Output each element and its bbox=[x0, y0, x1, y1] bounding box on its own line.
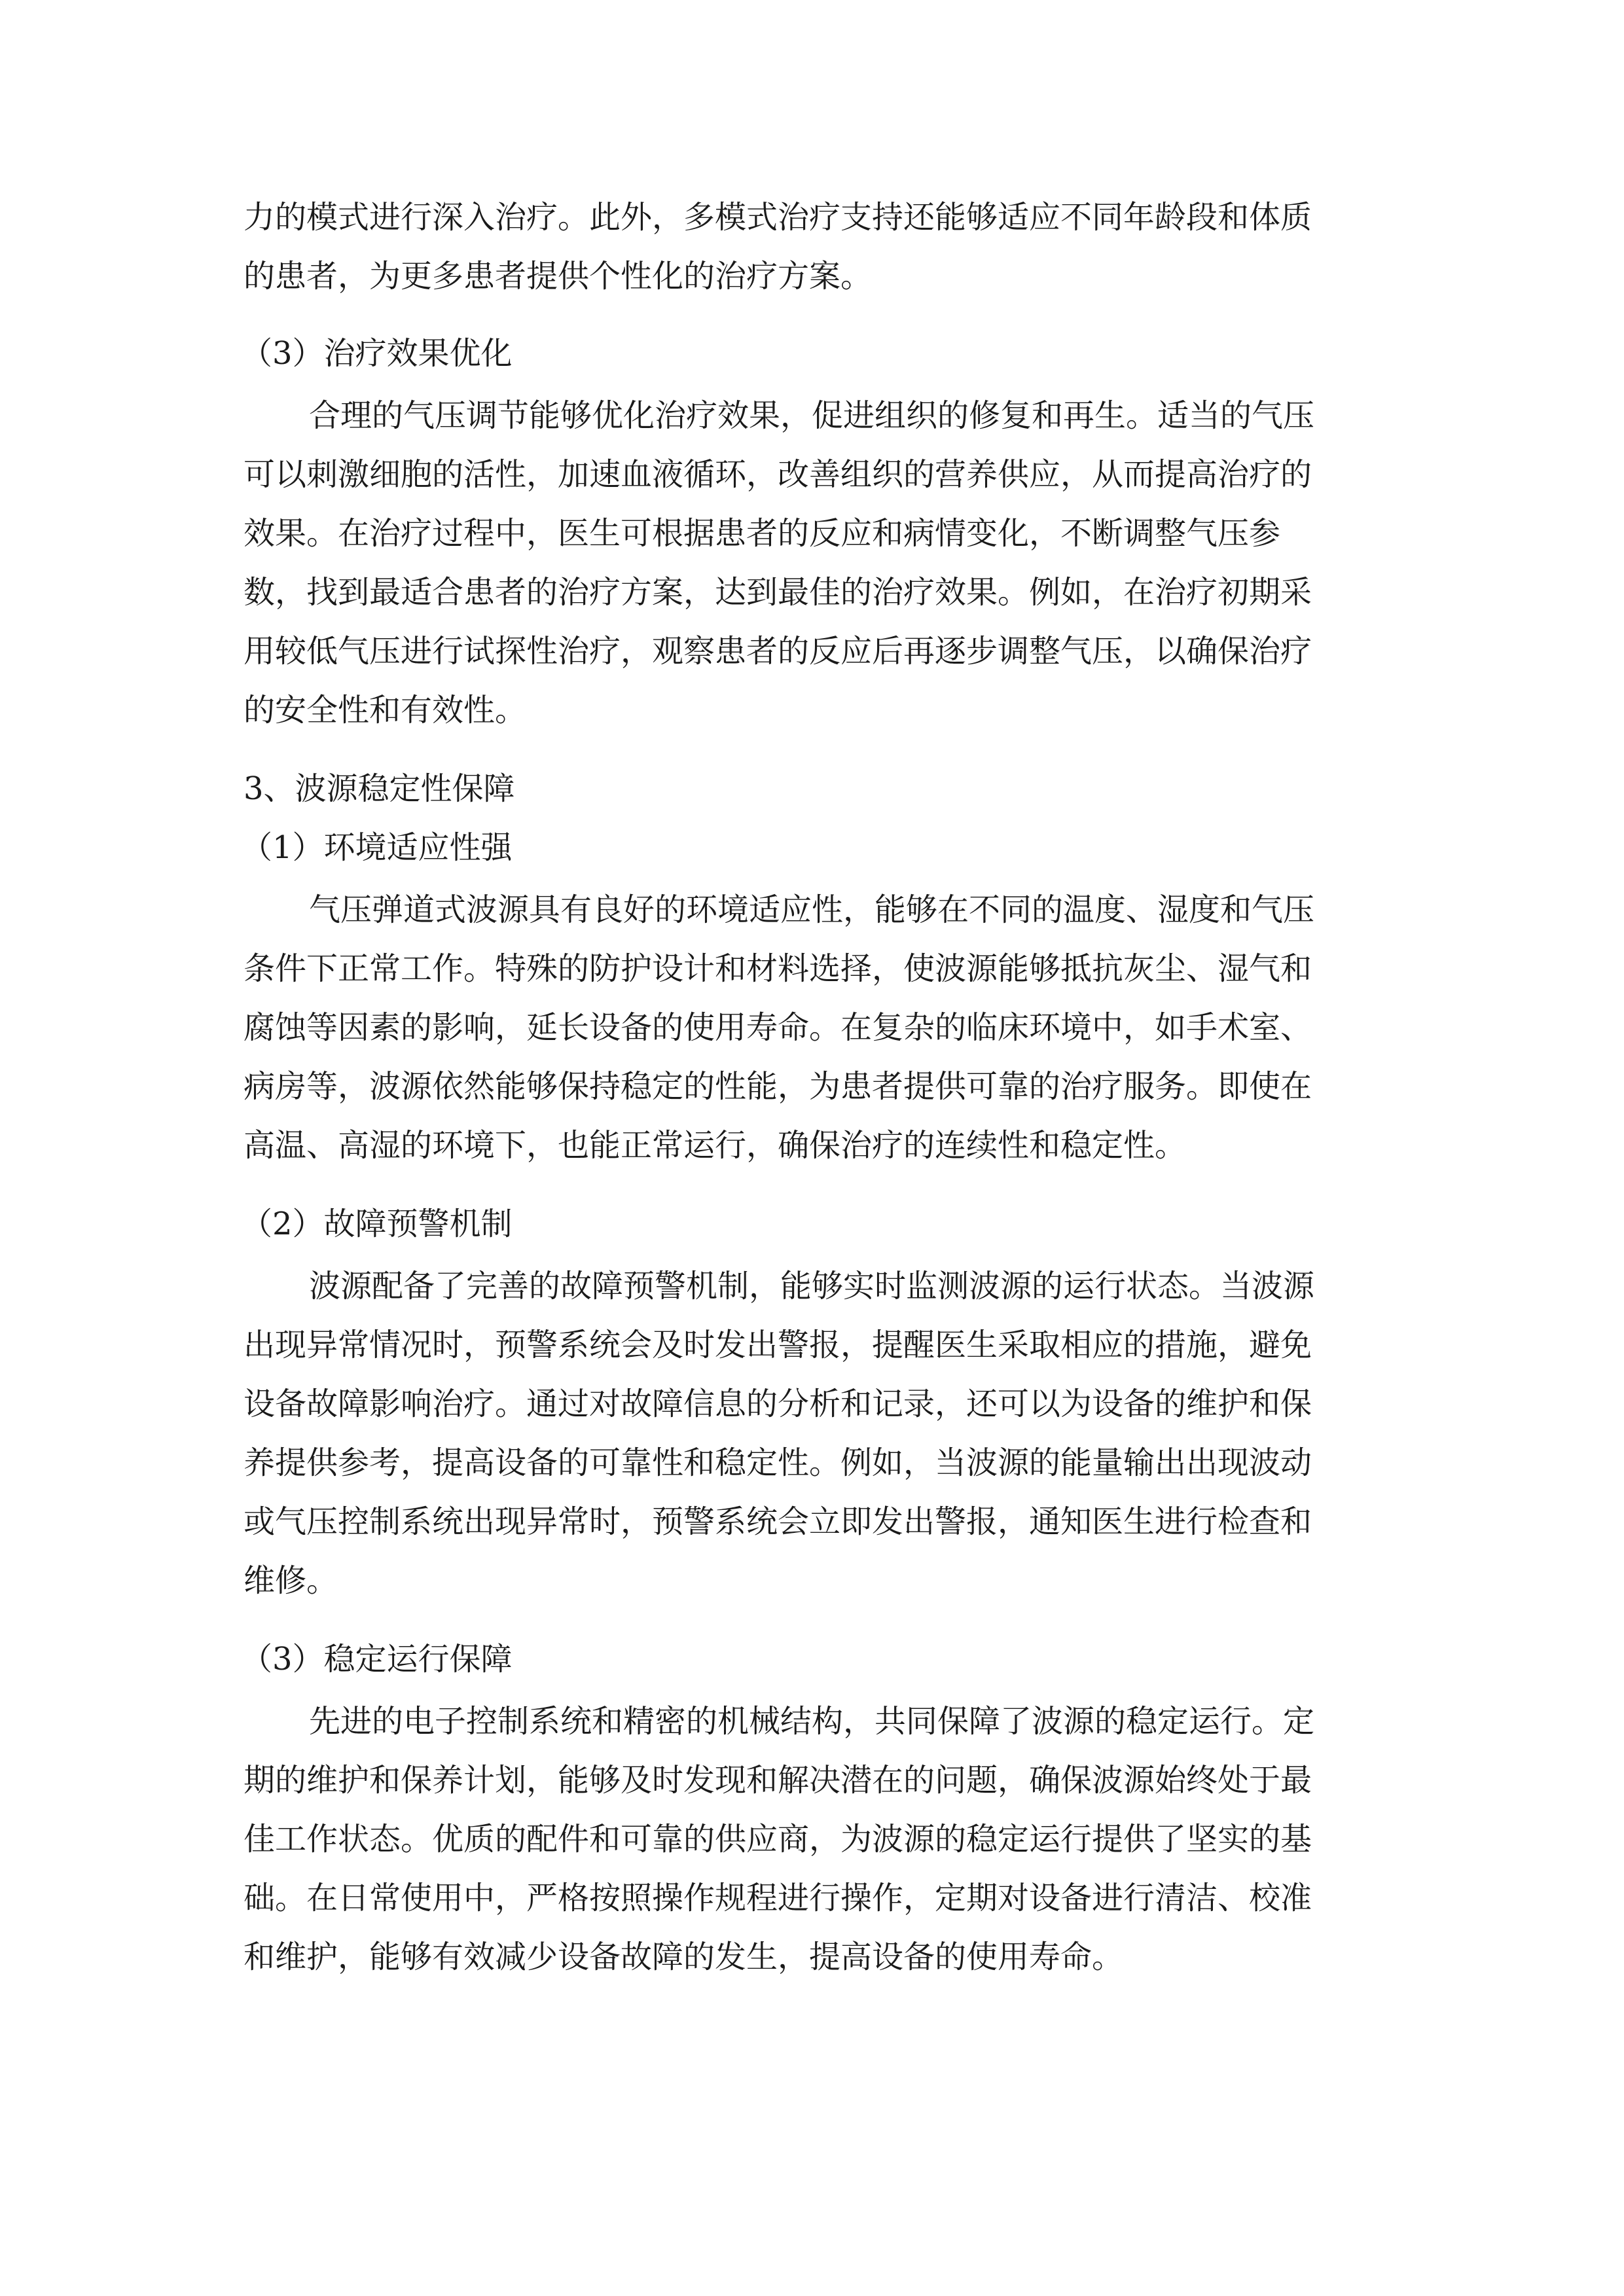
body-text-line: 的患者，为更多患者提供个性化的治疗方案。 bbox=[244, 258, 873, 295]
body-text-line: 高温、高湿的环境下，也能正常运行，确保治疗的连续性和稳定性。 bbox=[244, 1127, 1187, 1164]
body-text-line: 期的维护和保养计划，能够及时发现和解决潜在的问题，确保波源始终处于最 bbox=[244, 1762, 1312, 1799]
body-text-line: 数，找到最适合患者的治疗方案，达到最佳的治疗效果。例如，在治疗初期采 bbox=[244, 574, 1312, 611]
body-text-line: 条件下正常工作。特殊的防护设计和材料选择，使波源能够抵抗灰尘、湿气和 bbox=[244, 950, 1312, 987]
body-text-line: 养提供参考，提高设备的可靠性和稳定性。例如，当波源的能量输出出现波动 bbox=[244, 1444, 1312, 1481]
body-text-line: 设备故障影响治疗。通过对故障信息的分析和记录，还可以为设备的维护和保 bbox=[244, 1386, 1312, 1422]
subsection-heading: （1）环境适应性强 bbox=[241, 829, 513, 866]
subsection-heading: （3）治疗效果优化 bbox=[241, 335, 513, 372]
body-text-line: 先进的电子控制系统和精密的机械结构，共同保障了波源的稳定运行。定 bbox=[309, 1703, 1315, 1740]
body-text-line: 腐蚀等因素的影响，延长设备的使用寿命。在复杂的临床环境中，如手术室、 bbox=[244, 1009, 1312, 1046]
body-text-line: 病房等，波源依然能够保持稳定的性能，为患者提供可靠的治疗服务。即使在 bbox=[244, 1068, 1312, 1105]
section-heading: 3、波源稳定性保障 bbox=[244, 770, 515, 807]
body-text-line: 维修。 bbox=[244, 1562, 338, 1599]
subsection-heading: （2）故障预警机制 bbox=[241, 1206, 513, 1242]
body-text-line: 合理的气压调节能够优化治疗效果，促进组织的修复和再生。适当的气压 bbox=[309, 397, 1315, 434]
body-text-line: 气压弹道式波源具有良好的环境适应性，能够在不同的温度、湿度和气压 bbox=[309, 891, 1315, 928]
body-text-line: 效果。在治疗过程中，医生可根据患者的反应和病情变化，不断调整气压参 bbox=[244, 515, 1281, 552]
body-text-line: 可以刺激细胞的活性，加速血液循环，改善组织的营养供应，从而提高治疗的 bbox=[244, 456, 1312, 493]
body-text-line: 和维护，能够有效减少设备故障的发生，提高设备的使用寿命。 bbox=[244, 1939, 1124, 1975]
subsection-heading: （3）稳定运行保障 bbox=[241, 1641, 513, 1677]
body-text-line: 波源配备了完善的故障预警机制，能够实时监测波源的运行状态。当波源 bbox=[309, 1268, 1315, 1304]
body-text-line: 力的模式进行深入治疗。此外，多模式治疗支持还能够适应不同年龄段和体质 bbox=[244, 199, 1312, 236]
body-text-line: 的安全性和有效性。 bbox=[244, 692, 527, 728]
body-text-line: 用较低气压进行试探性治疗，观察患者的反应后再逐步调整气压，以确保治疗 bbox=[244, 633, 1312, 670]
body-text-line: 础。在日常使用中，严格按照操作规程进行操作，定期对设备进行清洁、校准 bbox=[244, 1880, 1312, 1916]
body-text-line: 出现异常情况时，预警系统会及时发出警报，提醒医生采取相应的措施，避免 bbox=[244, 1327, 1312, 1363]
body-text-line: 佳工作状态。优质的配件和可靠的供应商，为波源的稳定运行提供了坚实的基 bbox=[244, 1821, 1312, 1857]
body-text-line: 或气压控制系统出现异常时，预警系统会立即发出警报，通知医生进行检查和 bbox=[244, 1503, 1312, 1540]
